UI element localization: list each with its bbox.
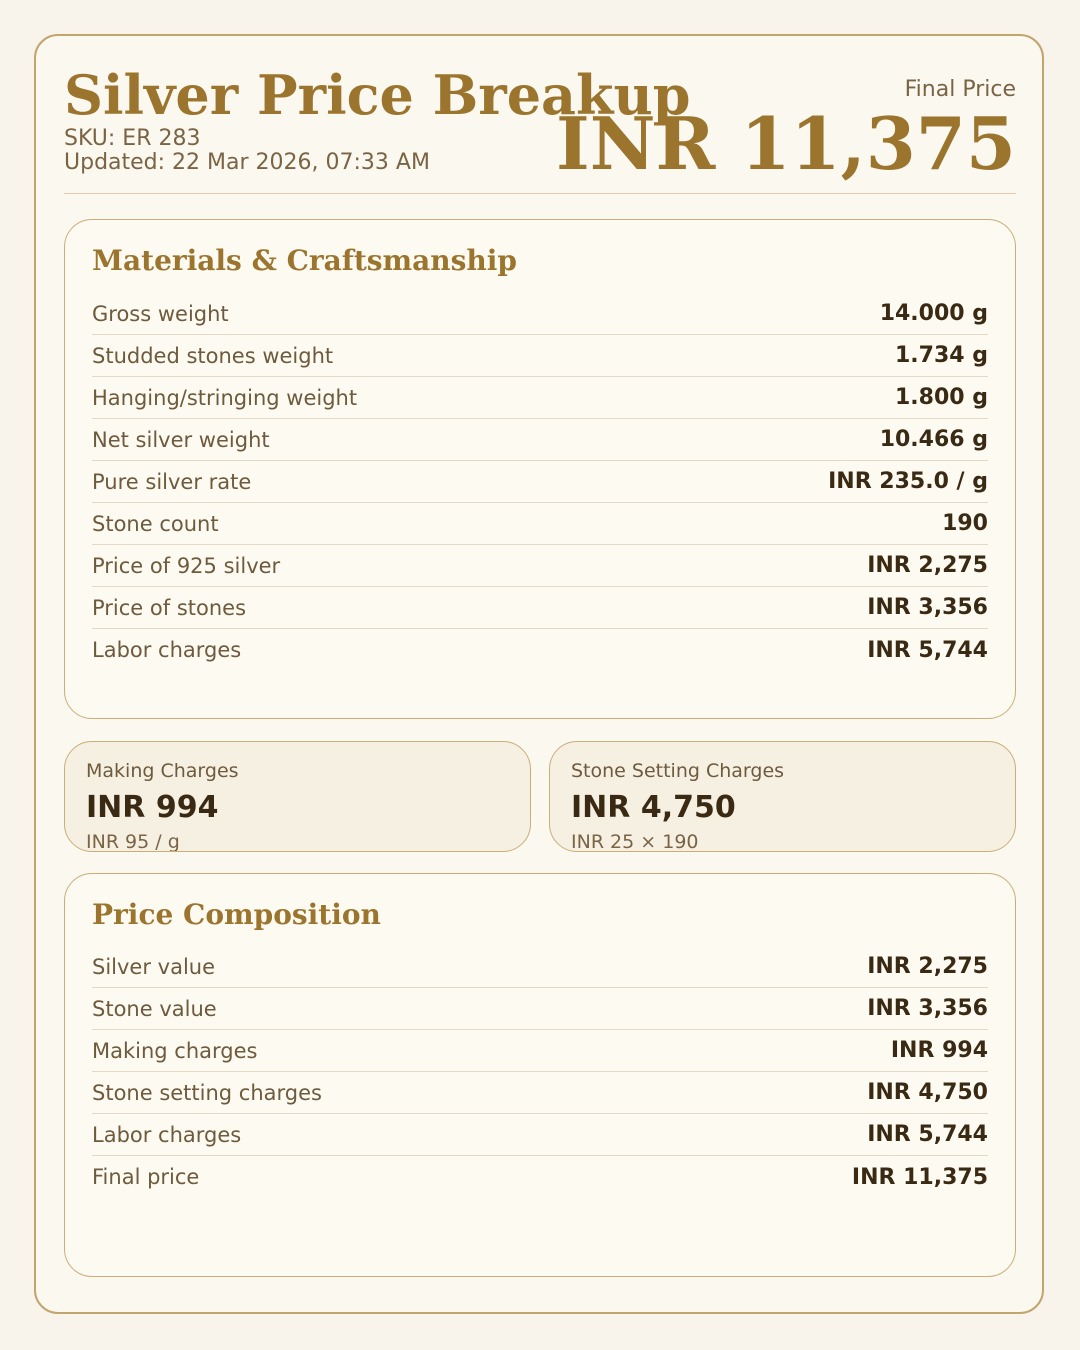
row-label: Stone value [92, 996, 217, 1021]
stone-setting-rate: INR 25 × 190 [571, 831, 699, 852]
sku-text: SKU: ER 283 [64, 126, 201, 151]
row-value: INR 235.0 / g [828, 469, 988, 494]
row-value: 1.734 g [895, 343, 988, 368]
row-value: INR 994 [890, 1038, 988, 1063]
row-label: Stone count [92, 511, 219, 536]
table-row [92, 1156, 988, 1198]
row-value: INR 4,750 [867, 1080, 988, 1105]
page-title: Silver Price Breakup [64, 63, 691, 127]
updated-timestamp: Updated: 22 Mar 2026, 07:33 AM [64, 150, 430, 175]
table-row [92, 988, 988, 1030]
row-label: Studded stones weight [92, 343, 334, 368]
row-value: 10.466 g [879, 427, 988, 452]
row-label: Silver value [92, 954, 216, 979]
row-label: Price of 925 silver [92, 553, 281, 578]
table-row [92, 1072, 988, 1114]
table-row [92, 503, 988, 545]
table-row [92, 1114, 988, 1156]
row-value: 190 [942, 511, 988, 536]
row-value: 14.000 g [879, 301, 988, 326]
header-divider [64, 193, 1016, 194]
table-row [92, 419, 988, 461]
making-charges-value: INR 994 [86, 790, 219, 825]
row-value: INR 2,275 [867, 954, 988, 979]
table-row [92, 545, 988, 587]
row-label: Price of stones [92, 595, 247, 620]
making-charges-card [64, 741, 531, 852]
making-charges-label: Making Charges [86, 760, 239, 782]
table-row [92, 629, 988, 671]
final-price-label: Final Price [904, 77, 1016, 102]
row-label: Pure silver rate [92, 469, 252, 494]
stone-setting-label: Stone Setting Charges [571, 760, 785, 782]
table-row [92, 293, 988, 335]
row-value: INR 5,744 [867, 1122, 988, 1147]
table-row [92, 461, 988, 503]
table-row [92, 335, 988, 377]
row-label: Making charges [92, 1038, 258, 1063]
materials-title: Materials & Craftsmanship [92, 244, 517, 277]
composition-title: Price Composition [92, 898, 381, 931]
stone-setting-charges-card [549, 741, 1016, 852]
row-value: 1.800 g [895, 385, 988, 410]
row-label: Net silver weight [92, 427, 270, 452]
row-value: INR 11,375 [851, 1164, 988, 1190]
table-row [92, 587, 988, 629]
table-row [92, 1030, 988, 1072]
table-row [92, 377, 988, 419]
making-charges-rate: INR 95 / g [86, 831, 180, 852]
price-composition-card [64, 873, 1016, 1277]
row-label: Stone setting charges [92, 1080, 322, 1105]
composition-rows [92, 946, 988, 1198]
row-value: INR 3,356 [867, 996, 988, 1021]
materials-rows [92, 293, 988, 671]
stone-setting-value: INR 4,750 [571, 790, 736, 825]
row-label: Hanging/stringing weight [92, 385, 358, 410]
table-row [92, 946, 988, 988]
row-label: Gross weight [92, 301, 229, 326]
row-value: INR 5,744 [867, 637, 988, 663]
row-value: INR 2,275 [867, 553, 988, 578]
row-label: Final price [92, 1165, 200, 1189]
final-price-value: INR 11,375 [556, 101, 1016, 186]
row-value: INR 3,356 [867, 595, 988, 620]
row-label: Labor charges [92, 638, 242, 662]
row-label: Labor charges [92, 1122, 242, 1147]
materials-card [64, 219, 1016, 719]
